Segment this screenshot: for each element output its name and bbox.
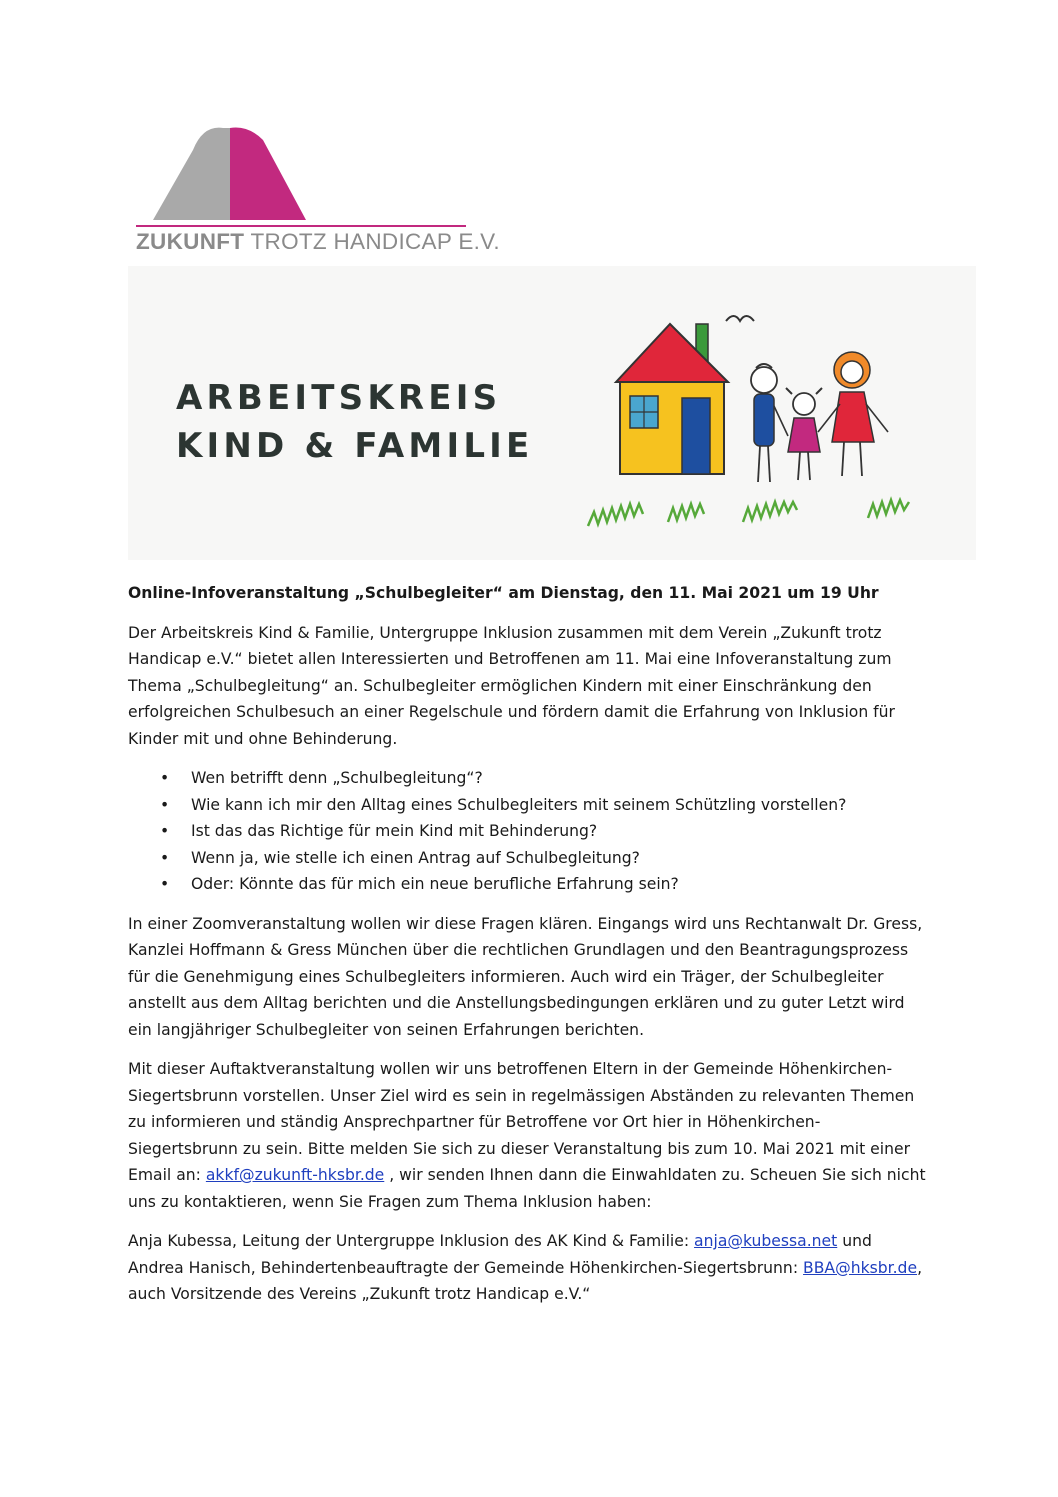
list-item: • Wenn ja, wie stelle ich einen Antrag auf Schulbegleitung? (128, 845, 928, 872)
banner-title-line2: KIND & FAMILIE (176, 426, 534, 466)
contact-end-text: , auch Vorsitzende des Vereins „Zukunft trotz Handicap e.V.“ (128, 1258, 923, 1303)
list-item: • Wie kann ich mir den Alltag eines Schulbegleiters mit seinem Schützling vorstellen? (128, 792, 928, 819)
registration-email-link[interactable]: akkf@zukunft-hksbr.de (205, 1166, 385, 1184)
logo-wordmark-rest: TROTZ HANDICAP E.V. (244, 229, 500, 254)
event-heading: Online-Infoveranstaltung „Schulbegleiter“ am Dienstag, den 11. Mai 2021 um 19 Uhr (128, 584, 879, 602)
house-family-drawing-icon (578, 286, 968, 556)
list-item: • Oder: Könnte das für mich ein neue berufliche Erfahrung sein? (128, 871, 928, 898)
contacts-paragraph (128, 1228, 928, 1308)
contact-andrea-text: und Andrea Hanisch, Behindertenbeauftragte der Gemeinde Höhenkirchen-Siegertsbrunn: (128, 1232, 872, 1277)
intro-paragraph: Der Arbeitskreis Kind & Familie, Untergruppe Inklusion zusammen mit dem Verein „Zukunft trotz Handicap e.V.“ bietet allen Interessierten und Betroffenen am 11. Mai eine Infoveranstaltung zum Thema „Schulbegleitung“ an. Schulbegleiter ermöglichen Kindern mit einer Einschränkung den erfolgreichen Schulbesuch an einer Regelschule und fördern damit die Erfahrung von Inklusion für Kinder mit und ohne Behinderung. (128, 623, 895, 748)
list-item: • Wen betrifft denn „Schulbegleitung“? (128, 765, 928, 792)
registration-paragraph (128, 1056, 928, 1215)
banner-title-line1: ARBEITSKREIS (176, 378, 502, 418)
document-body (128, 580, 928, 1321)
logo-magenta-shape (230, 128, 306, 221)
logo-wordmark (136, 229, 500, 255)
anja-email-link[interactable]: anja@kubessa.net (694, 1232, 838, 1250)
registration-text: Mit dieser Auftaktveranstaltung wollen wir uns betroffenen Eltern in der Gemeinde Höhenkirchen-Siegertsbrunn vorstellen. Unser Ziel wird es sein in regelmässigen Abständen zu relevanten Themen zu informieren und ständig Ansprechpartner für Betroffene vor Ort hier in Höhenkirchen-Siegertsbrunn zu sein. Bitte melden Sie sich zu dieser Veranstaltung bis zum 10. Mai 2021 mit einer Email an: (128, 1060, 915, 1184)
arbeitskreis-banner (128, 266, 976, 560)
registration-text-end: , wir senden Ihnen dann die Einwahldaten zu. Scheuen Sie sich nicht uns zu kontaktieren, wenn Sie Fragen zum Thema Inklusion haben: (128, 1166, 926, 1211)
logo-wordmark-bold: ZUKUNFT (136, 229, 245, 254)
bba-email-link[interactable]: BBA@hksbr.de (803, 1258, 918, 1277)
question-list (128, 765, 928, 898)
contact-anja-text: Anja Kubessa, Leitung der Untergruppe Inklusion des AK Kind & Familie: (128, 1232, 695, 1250)
list-item: • Ist das das Richtige für mein Kind mit Behinderung? (128, 818, 928, 845)
zoom-paragraph: In einer Zoomveranstaltung wollen wir diese Fragen klären. Eingangs wird uns Rechtanwalt Dr. Gress, Kanzlei Hoffmann & Gress München über die rechtlichen Grundlagen und den Beantragungsprozess für die Genehmigung eines Schulbegleiters informieren. Auch wird ein Träger, der Schulbegleiter anstellt aus dem Alltag berichten und die Anstellungsbedingungen erklären und zu guter Letzt wird ein langjähriger Schulbegleiter von seinen Erfahrungen berichten. (128, 914, 923, 1039)
